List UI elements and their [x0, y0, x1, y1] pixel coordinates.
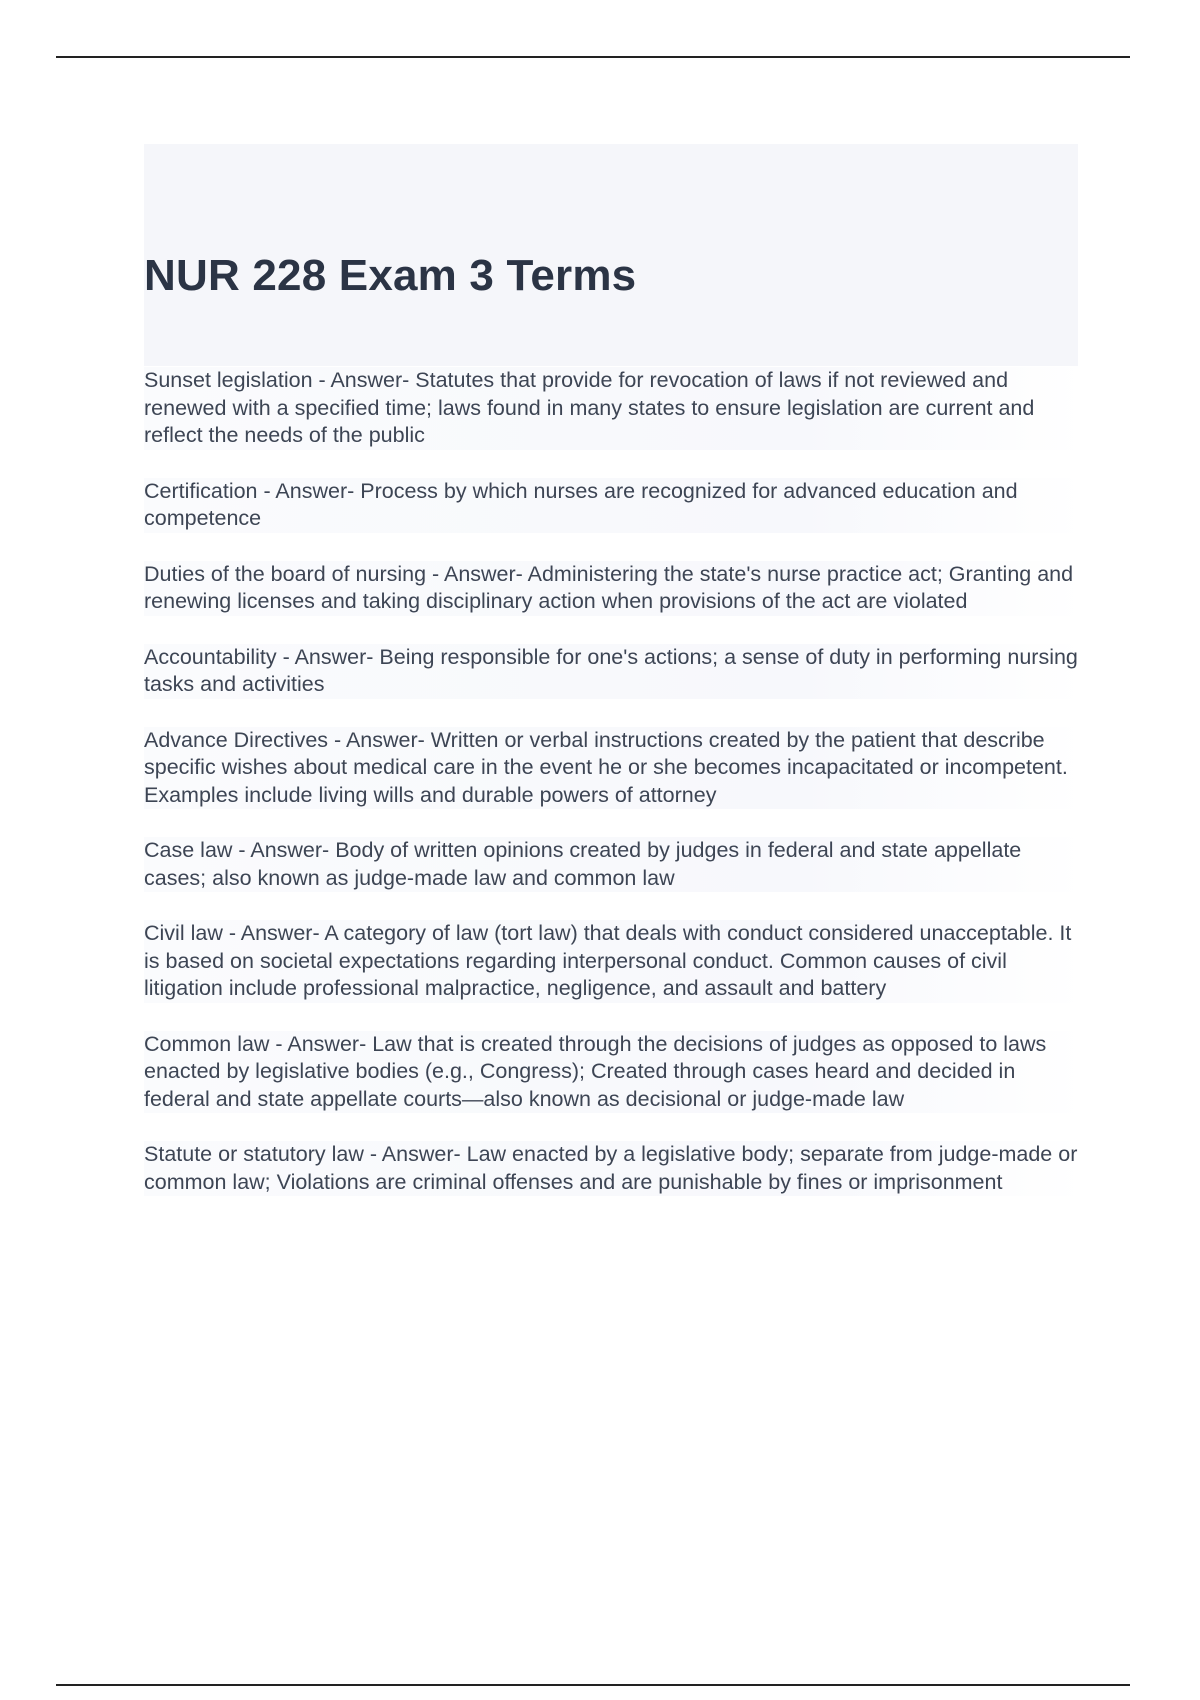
- term-answer: Process by which nurses are recognized for advanced education and competence: [144, 478, 1018, 530]
- answer-separator: - Answer-: [222, 921, 325, 945]
- term-answer: Law enacted by a legislative body; separate from judge-made or common law; Violations are criminal offenses and are punishable by fines or imprisonment: [144, 1142, 1078, 1194]
- term-answer: Being responsible for one's actions; a sense of duty in performing nursing tasks and activities: [144, 644, 1078, 696]
- answer-separator: - Answer-: [257, 478, 361, 503]
- term-answer: Written or verbal instructions created by the patient that describe specific wishes about medical care in the event he or she becomes incapacitated or incompetent. Examples include living wills and durable powers of attorney: [144, 727, 1068, 807]
- term-entry: [144, 561, 1084, 616]
- bottom-page-rule: [56, 1684, 1130, 1686]
- term-entry: [144, 837, 1084, 892]
- term-name: Statute or statutory law: [144, 1142, 364, 1166]
- term-entry: [144, 1031, 1084, 1114]
- terms-list: [144, 367, 1084, 1224]
- term-name: Certification: [144, 478, 258, 503]
- term-entry: [144, 644, 1084, 699]
- term-answer: Law that is created through the decisions of judges as opposed to laws enacted by legislative bodies (e.g., Congress); Created through cases heard and decided in federal and state appellate courts—also known as decisional or judge-made law: [144, 1031, 1047, 1111]
- term-entry: [144, 1141, 1084, 1196]
- answer-separator: - Answer-: [328, 727, 431, 752]
- term-name: Accountability: [144, 644, 277, 669]
- term-entry: [144, 367, 1084, 450]
- term-entry: [144, 920, 1084, 1003]
- term-answer: A category of law (tort law) that deals with conduct considered unacceptable. It is based on societal expectations regarding interpersonal conduct. Common causes of civil litigation include professional malpractice, negligence, and assault and battery: [144, 921, 1072, 1000]
- term-answer: Statutes that provide for revocation of laws if not reviewed and renewed with a specified time; laws found in many states to ensure legislation are current and reflect the needs of the public: [144, 368, 1035, 447]
- answer-separator: - Answer-: [312, 368, 416, 392]
- answer-separator: - Answer-: [426, 561, 528, 586]
- term-name: Common law: [144, 1031, 270, 1056]
- term-answer: Administering the state's nurse practice act; Granting and renewing licenses and taking disciplinary action when provisions of the act are violated: [144, 561, 1074, 613]
- answer-separator: - Answer-: [276, 644, 380, 669]
- term-name: Advance Directives: [144, 727, 329, 752]
- page-title: NUR 228 Exam 3 Terms: [144, 251, 637, 300]
- term-name: Case law: [144, 838, 233, 862]
- term-name: Sunset legislation: [144, 368, 313, 392]
- answer-separator: - Answer-: [269, 1031, 373, 1056]
- term-name: Civil law: [144, 921, 223, 945]
- answer-separator: - Answer-: [363, 1142, 467, 1166]
- term-entry: [144, 727, 1084, 810]
- top-page-rule: [56, 56, 1130, 58]
- term-entry: [144, 478, 1084, 533]
- answer-separator: - Answer-: [232, 838, 336, 862]
- term-name: Duties of the board of nursing: [144, 561, 427, 586]
- term-answer: Body of written opinions created by judges in federal and state appellate cases; also known as judge-made law and common law: [144, 838, 1022, 890]
